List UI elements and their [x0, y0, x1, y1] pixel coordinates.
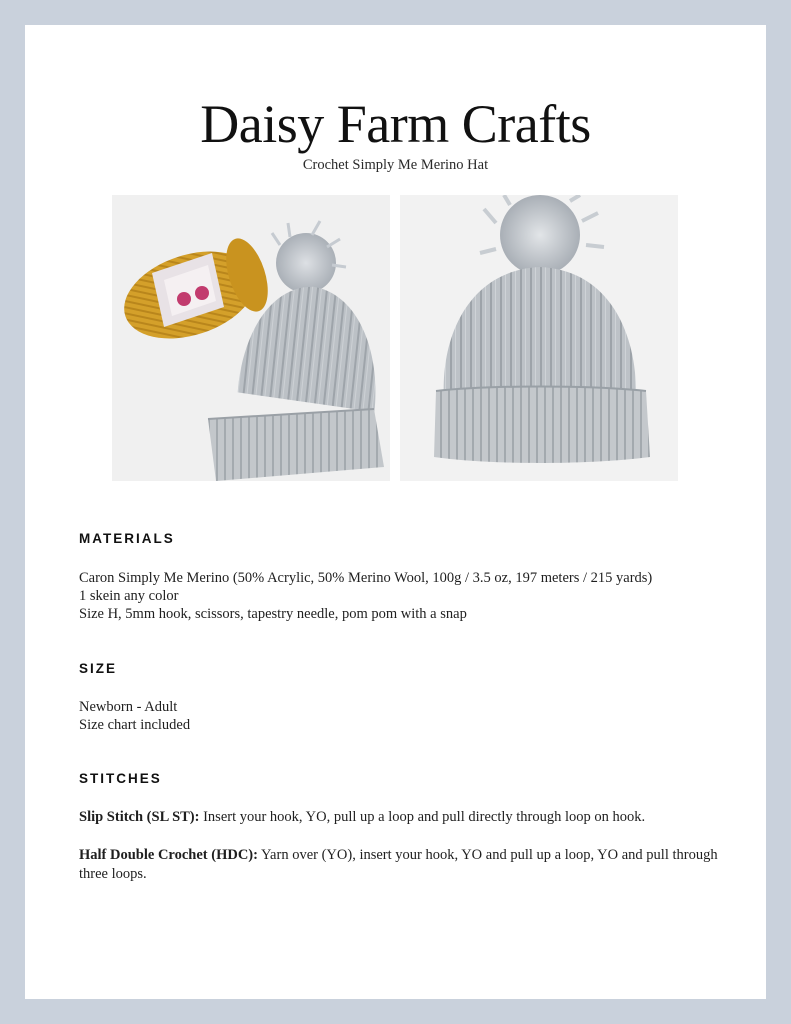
hat-closeup-photo [400, 195, 678, 481]
materials-heading: MATERIALS [79, 531, 175, 546]
size-line: Size chart included [79, 717, 191, 733]
stitch-item-half-double-crochet [79, 846, 719, 884]
pattern-subtitle: Crochet Simply Me Merino Hat [302, 157, 489, 173]
materials-list [79, 569, 719, 623]
stitches-heading: STITCHES [79, 771, 162, 786]
size-line: Newborn - Adult [79, 699, 178, 715]
materials-line: 1 skein any color [79, 588, 179, 604]
size-list [79, 698, 719, 734]
stitch-name: Half Double Crochet (HDC): [79, 847, 258, 863]
materials-line: Size H, 5mm hook, scissors, tapestry needle, pom pom with a snap [79, 606, 467, 622]
stitch-name: Slip Stitch (SL ST): [79, 809, 200, 825]
size-heading: SIZE [79, 661, 118, 676]
brand-title: Daisy Farm Crafts [200, 94, 591, 154]
materials-line: Caron Simply Me Merino (50% Acrylic, 50% Merino Wool, 100g / 3.5 oz, 197 meters / 215 yards) [79, 570, 653, 586]
stitch-item-slip-stitch [79, 808, 719, 827]
yarn-and-hat-photo [112, 195, 390, 481]
pattern-page [25, 25, 766, 999]
stitch-description: Yarn over (YO), insert your hook, YO and pull up a loop, YO and pull through three loops. [79, 847, 718, 882]
stitch-description: Insert your hook, YO, pull up a loop and pull directly through loop on hook. [199, 809, 646, 825]
